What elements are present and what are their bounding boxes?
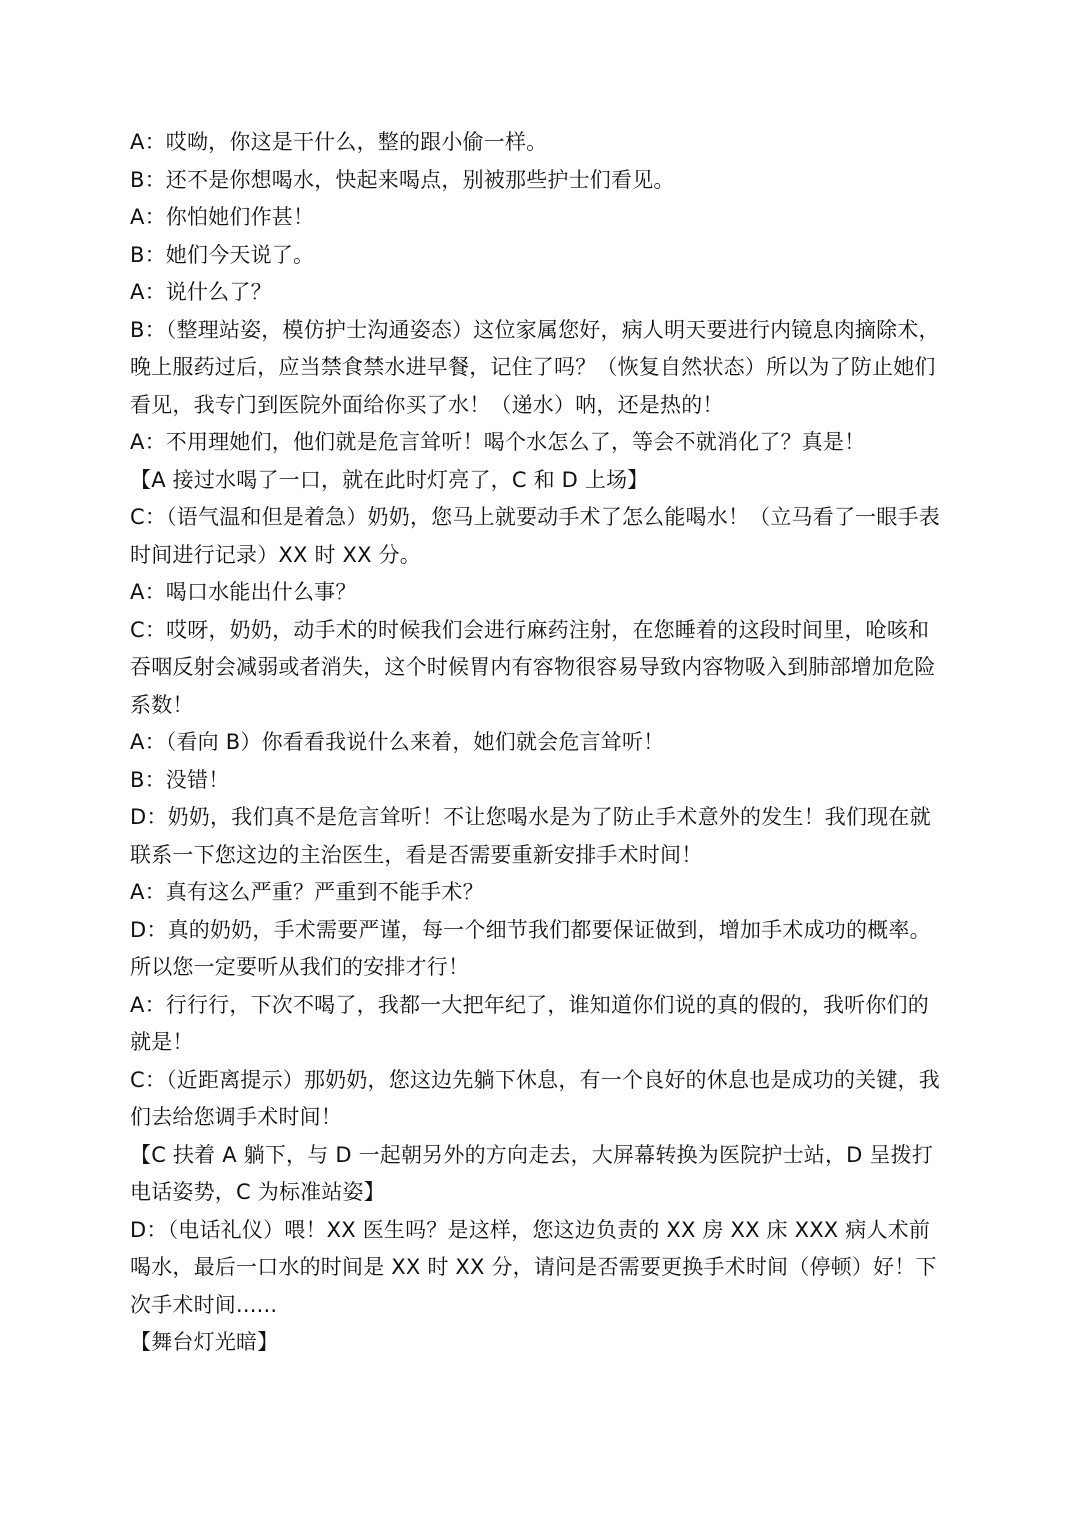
dialogue-line: C：（近距离提示）那奶奶，您这边先躺下休息，有一个良好的休息也是成功的关键，我们去给您调手术时间！ (130, 1067, 940, 1129)
dialogue-line: D：奶奶，我们真不是危言耸听！不让您喝水是为了防止手术意外的发生！我们现在就联系一下您这边的主治医生，看是否需要重新安排手术时间！ (130, 805, 931, 867)
dialogue-line: B：没错！ (130, 767, 230, 792)
dialogue-line: B：还不是你想喝水，快起来喝点，别被那些护士们看见。 (130, 167, 675, 192)
dialogue-line: C：（语气温和但是着急）奶奶，您马上就要动手术了怎么能喝水！（立马看了一眼手表时间进行记录）XX 时 XX 分。 (130, 505, 940, 567)
stage-direction: 【舞台灯光暗】 (130, 1330, 279, 1354)
dialogue-line: A：说什么了？ (130, 280, 272, 304)
dialogue-line: B：她们今天说了。 (130, 242, 315, 267)
dialogue-line: A：行行行，下次不喝了，我都一大把年纪了，谁知道你们说的真的假的，我听你们的就是！ (130, 992, 929, 1054)
dialogue-line: A：喝口水能出什么事？ (130, 580, 357, 604)
dialogue-line: A：哎呦，你这是干什么，整的跟小偷一样。 (130, 130, 548, 154)
dialogue-line: C：哎呀，奶奶，动手术的时候我们会进行麻药注射，在您睡着的这段时间里，呛咳和吞咽反射会减弱或者消失，这个时候胃内有容物很容易导致内容物吸入到肺部增加危险系数！ (130, 617, 936, 717)
dialogue-line: D：真的奶奶，手术需要严谨，每一个细节我们都要保证做到，增加手术成功的概率。所以您一定要听从我们的安排才行！ (130, 917, 931, 979)
dialogue-line: A：（看向 B）你看看我说什么来着，她们就会危言耸听！ (130, 730, 665, 754)
dialogue-line: A：你怕她们作甚！ (130, 205, 315, 229)
script-body (130, 124, 950, 1362)
dialogue-line: A：不用理她们，他们就是危言耸听！喝个水怎么了，等会不就消化了？真是！ (130, 430, 866, 454)
stage-direction: 【A 接过水喝了一口，就在此时灯亮了，C 和 D 上场】 (130, 467, 649, 492)
dialogue-line: D：（电话礼仪）喂！XX 医生吗？是这样，您这边负责的 XX 房 XX 床 XXX 病人术前喝水，最后一口水的时间是 XX 时 XX 分，请问是否需要更换手术时间（停顿）好！下次手术时间...... (130, 1217, 937, 1317)
dialogue-line: A：真有这么严重？严重到不能手术？ (130, 880, 484, 904)
stage-direction: 【C 扶着 A 躺下，与 D 一起朝另外的方向走去，大屏幕转换为医院护士站，D 呈拨打电话姿势，C 为标准站姿】 (130, 1142, 934, 1204)
dialogue-line: B：（整理站姿，模仿护士沟通姿态）这位家属您好，病人明天要进行内镜息肉摘除术，晚上服药过后，应当禁食禁水进早餐，记住了吗？（恢复自然状态）所以为了防止她们看见，我专门到医院外面给你买了水！（递水）呐，还是热的！ (130, 317, 940, 417)
